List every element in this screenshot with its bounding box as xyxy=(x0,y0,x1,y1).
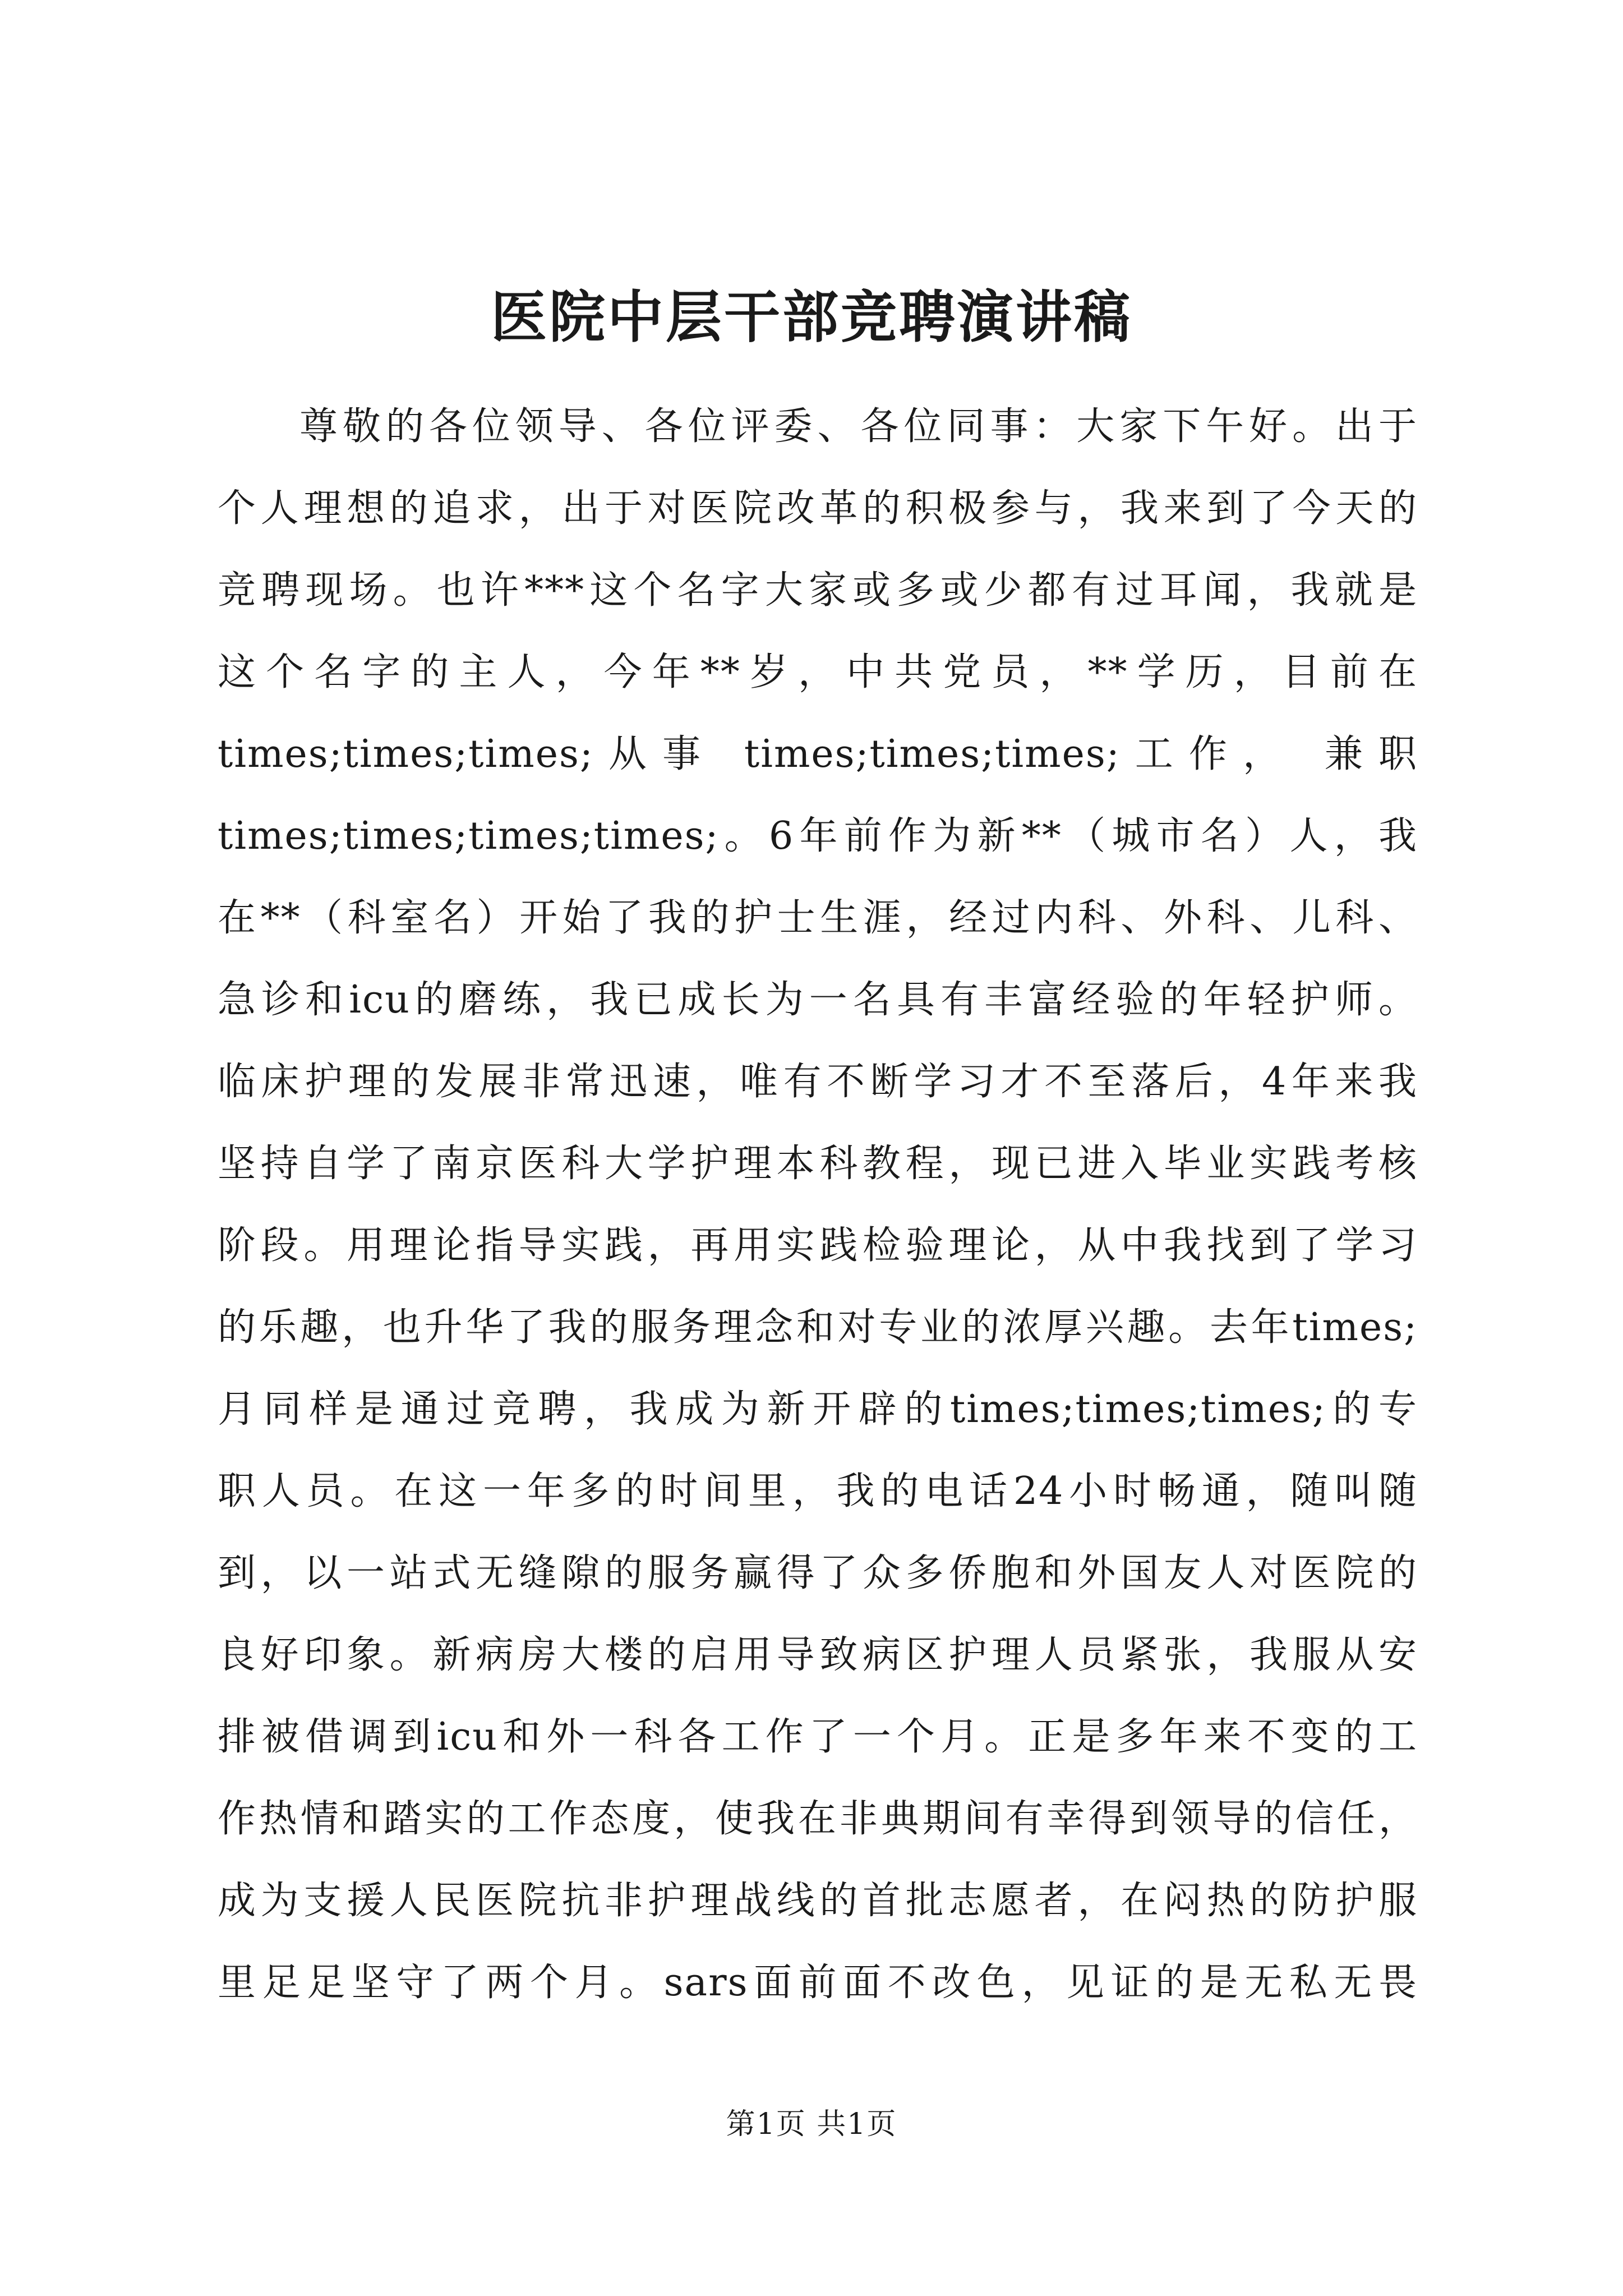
body-line: 这个名字的主人，今年**岁，中共党员，**学历，目前在 xyxy=(218,650,1418,694)
body-line: 竞聘现场。也许***这个名字大家或多或少都有过耳闻，我就是 xyxy=(218,568,1418,613)
body-line: 临床护理的发展非常迅速，唯有不断学习才不至落后，4年来我 xyxy=(218,1060,1418,1104)
body-line: 排被借调到icu和外一科各工作了一个月。正是多年来不变的工 xyxy=(218,1715,1418,1759)
body-line: times;times;times;times;。6年前作为新**（城市名）人，我 xyxy=(218,814,1418,858)
body-line: 个人理想的追求，出于对医院改革的积极参与，我来到了今天的 xyxy=(218,486,1418,531)
body-line: 阶段。用理论指导实践，再用实践检验理论，从中我找到了学习 xyxy=(218,1223,1418,1268)
body-line: 作热情和踏实的工作态度，使我在非典期间有幸得到领导的信任， xyxy=(218,1797,1418,1841)
body-line: 里足足坚守了两个月。sars面前面不改色，见证的是无私无畏 xyxy=(218,1961,1418,2005)
body-line: 月同样是通过竞聘，我成为新开辟的times;times;times;的专 xyxy=(218,1387,1418,1432)
body-line: times;times;times;从事 times;times;times;工作， 兼职 xyxy=(218,732,1418,776)
body-line: 的乐趣，也升华了我的服务理念和对专业的浓厚兴趣。去年times; xyxy=(218,1305,1418,1350)
document-body xyxy=(218,386,1418,2024)
body-line: 职人员。在这一年多的时间里，我的电话24小时畅通，随叫随 xyxy=(218,1469,1418,1513)
body-line: 急诊和icu的磨练，我已成长为一名具有丰富经验的年轻护师。 xyxy=(218,978,1418,1022)
document-title: 医院中层干部竞聘演讲稿 xyxy=(491,284,1132,350)
body-line: 良好印象。新病房大楼的启用导致病区护理人员紧张，我服从安 xyxy=(218,1633,1418,1677)
body-line: 在**（科室名）开始了我的护士生涯，经过内科、外科、儿科、 xyxy=(218,896,1418,940)
page-footer: 第1页 共1页 xyxy=(726,2108,897,2141)
body-line: 成为支援人民医院抗非护理战线的首批志愿者，在闷热的防护服 xyxy=(218,1879,1418,1923)
body-line: 尊敬的各位领导、各位评委、各位同事：大家下午好。出于 xyxy=(299,404,1418,449)
body-line: 到，以一站式无缝隙的服务赢得了众多侨胞和外国友人对医院的 xyxy=(218,1551,1418,1595)
body-line: 坚持自学了南京医科大学护理本科教程，现已进入毕业实践考核 xyxy=(218,1142,1418,1186)
